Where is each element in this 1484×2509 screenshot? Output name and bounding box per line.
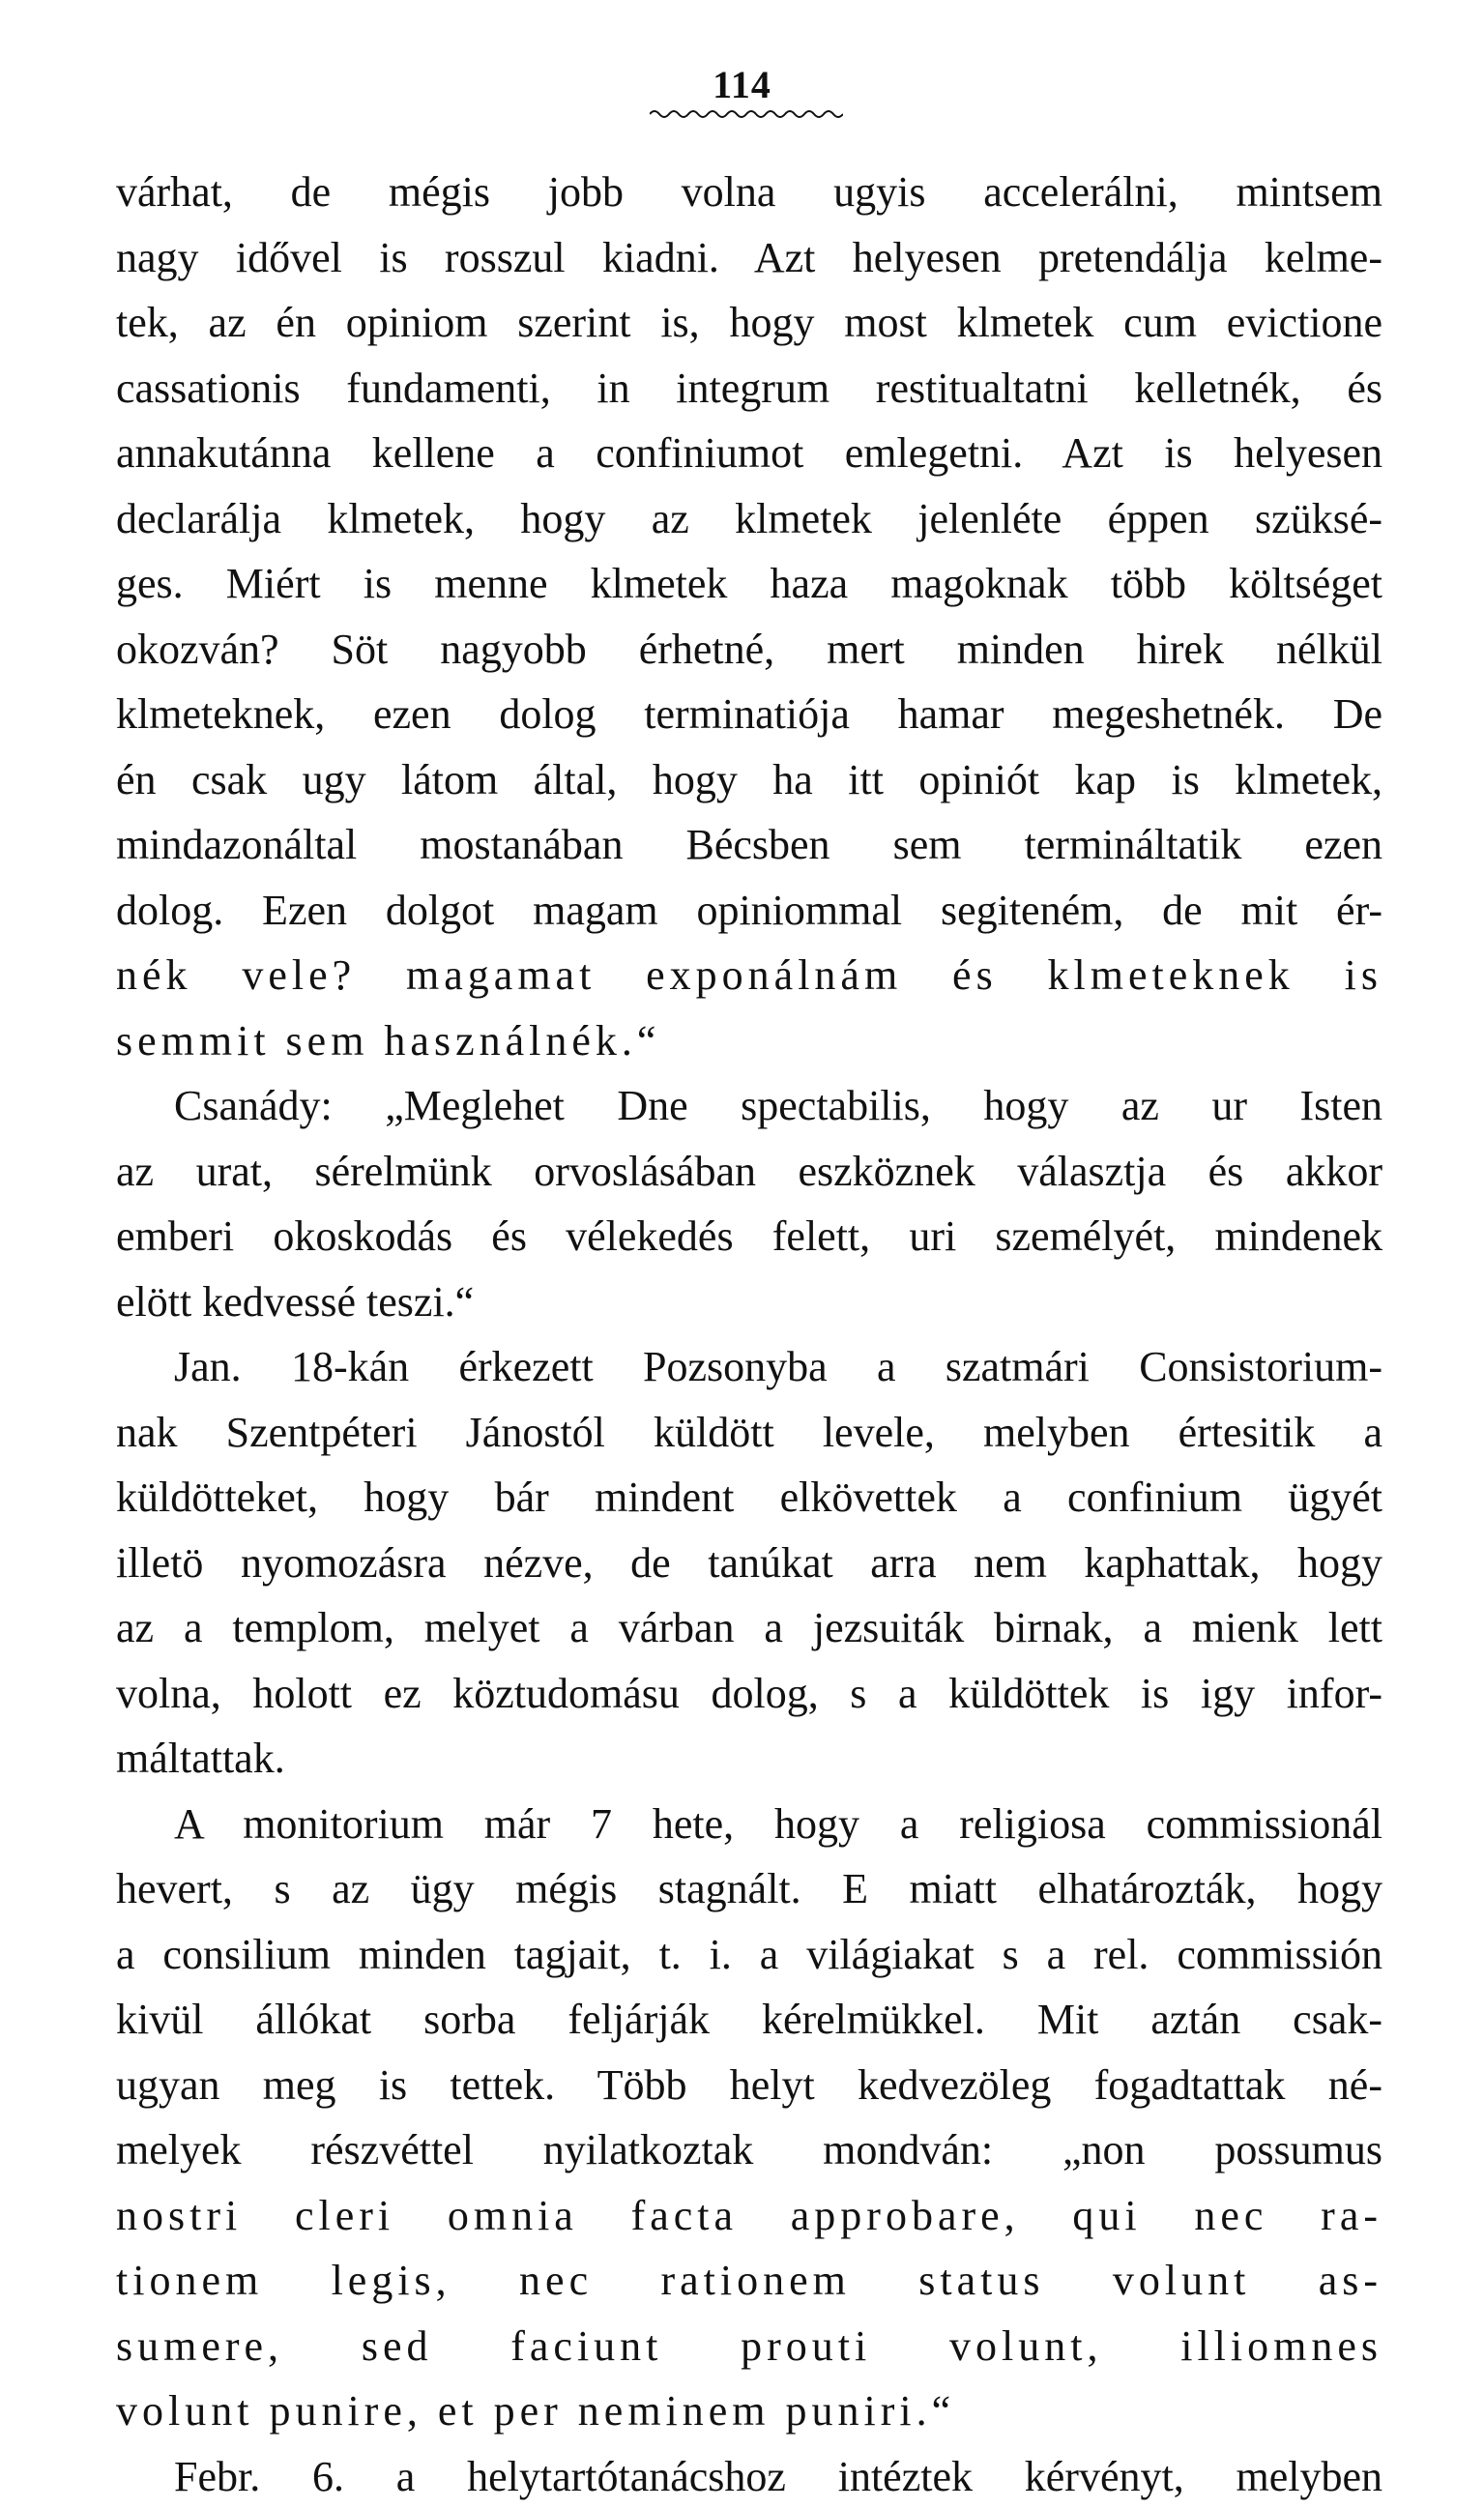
text-line: kivül állókat sorba feljárják kérelmükkel. Mit aztán csak- [116,1987,1382,2053]
text-line: nak Szentpéteri Jánostól küldött levele, melyben értesitik a [116,1400,1382,1466]
text-line: cassationis fundamenti, in integrum restitualtatni kelletnék, és [116,356,1382,422]
page-number-underline [650,108,843,120]
text-line: hevert, s az ügy mégis stagnált. E miatt elhatározták, hogy [116,1856,1382,1922]
text-line: Jan. 18-kán érkezett Pozsonyba a szatmári Consistorium- [116,1334,1382,1400]
text-line: máltattak. [116,1726,1382,1792]
text-line: várhat, de mégis jobb volna ugyis accelerálni, mintsem [116,160,1382,225]
text-line: emberi okoskodás és vélekedés felett, uri személyét, mindenek [116,1204,1382,1269]
body-text [116,160,1382,2509]
text-line: a consilium minden tagjait, t. i. a világiakat s a rel. commissión [116,1922,1382,1988]
text-line: Febr. 6. a helytartótanácshoz intéztek kérvényt, melyben [116,2444,1382,2509]
text-line: declarálja klmetek, hogy az klmetek jelenléte éppen szüksé- [116,486,1382,552]
text-line: tionem legis, nec rationem status volunt as- [116,2248,1382,2314]
page-number: 114 [0,62,1484,107]
text-line: annakutánna kellene a confiniumot emlegetni. Azt is helyesen [116,421,1382,486]
text-line: nagy idővel is rosszul kiadni. Azt helyesen pretendálja kelme- [116,225,1382,291]
text-line: sumere, sed faciunt prouti volunt, illiomnes [116,2314,1382,2379]
text-line: ugyan meg is tettek. Több helyt kedvezöleg fogadtattak né- [116,2053,1382,2118]
text-line: tek, az én opiniom szerint is, hogy most klmetek cum evictione [116,290,1382,356]
text-line: az a templom, melyet a várban a jezsuiták birnak, a mienk lett [116,1595,1382,1661]
text-line: küldötteket, hogy bár mindent elkövettek a confinium ügyét [116,1465,1382,1531]
text-line: dolog. Ezen dolgot magam opiniommal segiteném, de mit ér- [116,878,1382,944]
text-line: volna, holott ez köztudomásu dolog, s a küldöttek is igy infor- [116,1661,1382,1727]
text-line: okozván? Söt nagyobb érhetné, mert minden hirek nélkül [116,617,1382,683]
text-line: nék vele? magamat exponálnám és klmeteknek is [116,943,1382,1008]
text-line: az urat, sérelmünk orvoslásában eszköznek választja és akkor [116,1139,1382,1205]
text-line: mindazonáltal mostanában Bécsben sem termináltatik ezen [116,812,1382,878]
text-line: Csanády: „Meglehet Dne spectabilis, hogy az ur Isten [116,1073,1382,1139]
text-line: A monitorium már 7 hete, hogy a religiosa commissionál [116,1792,1382,1857]
text-line: volunt punire, et per neminem puniri.“ [116,2378,1382,2444]
text-line: illetö nyomozásra nézve, de tanúkat arra nem kaphattak, hogy [116,1531,1382,1596]
text-line: ges. Miért is menne klmetek haza magoknak több költséget [116,551,1382,617]
text-line: klmeteknek, ezen dolog terminatiója hamar megeshetnék. De [116,682,1382,747]
text-line: semmit sem használnék.“ [116,1008,1382,1074]
text-line: én csak ugy látom által, hogy ha itt opiniót kap is klmetek, [116,747,1382,813]
text-line: nostri cleri omnia facta approbare, qui nec ra- [116,2183,1382,2249]
text-line: elött kedvessé teszi.“ [116,1269,1382,1335]
text-line: melyek részvéttel nyilatkoztak mondván: „non possumus [116,2117,1382,2183]
